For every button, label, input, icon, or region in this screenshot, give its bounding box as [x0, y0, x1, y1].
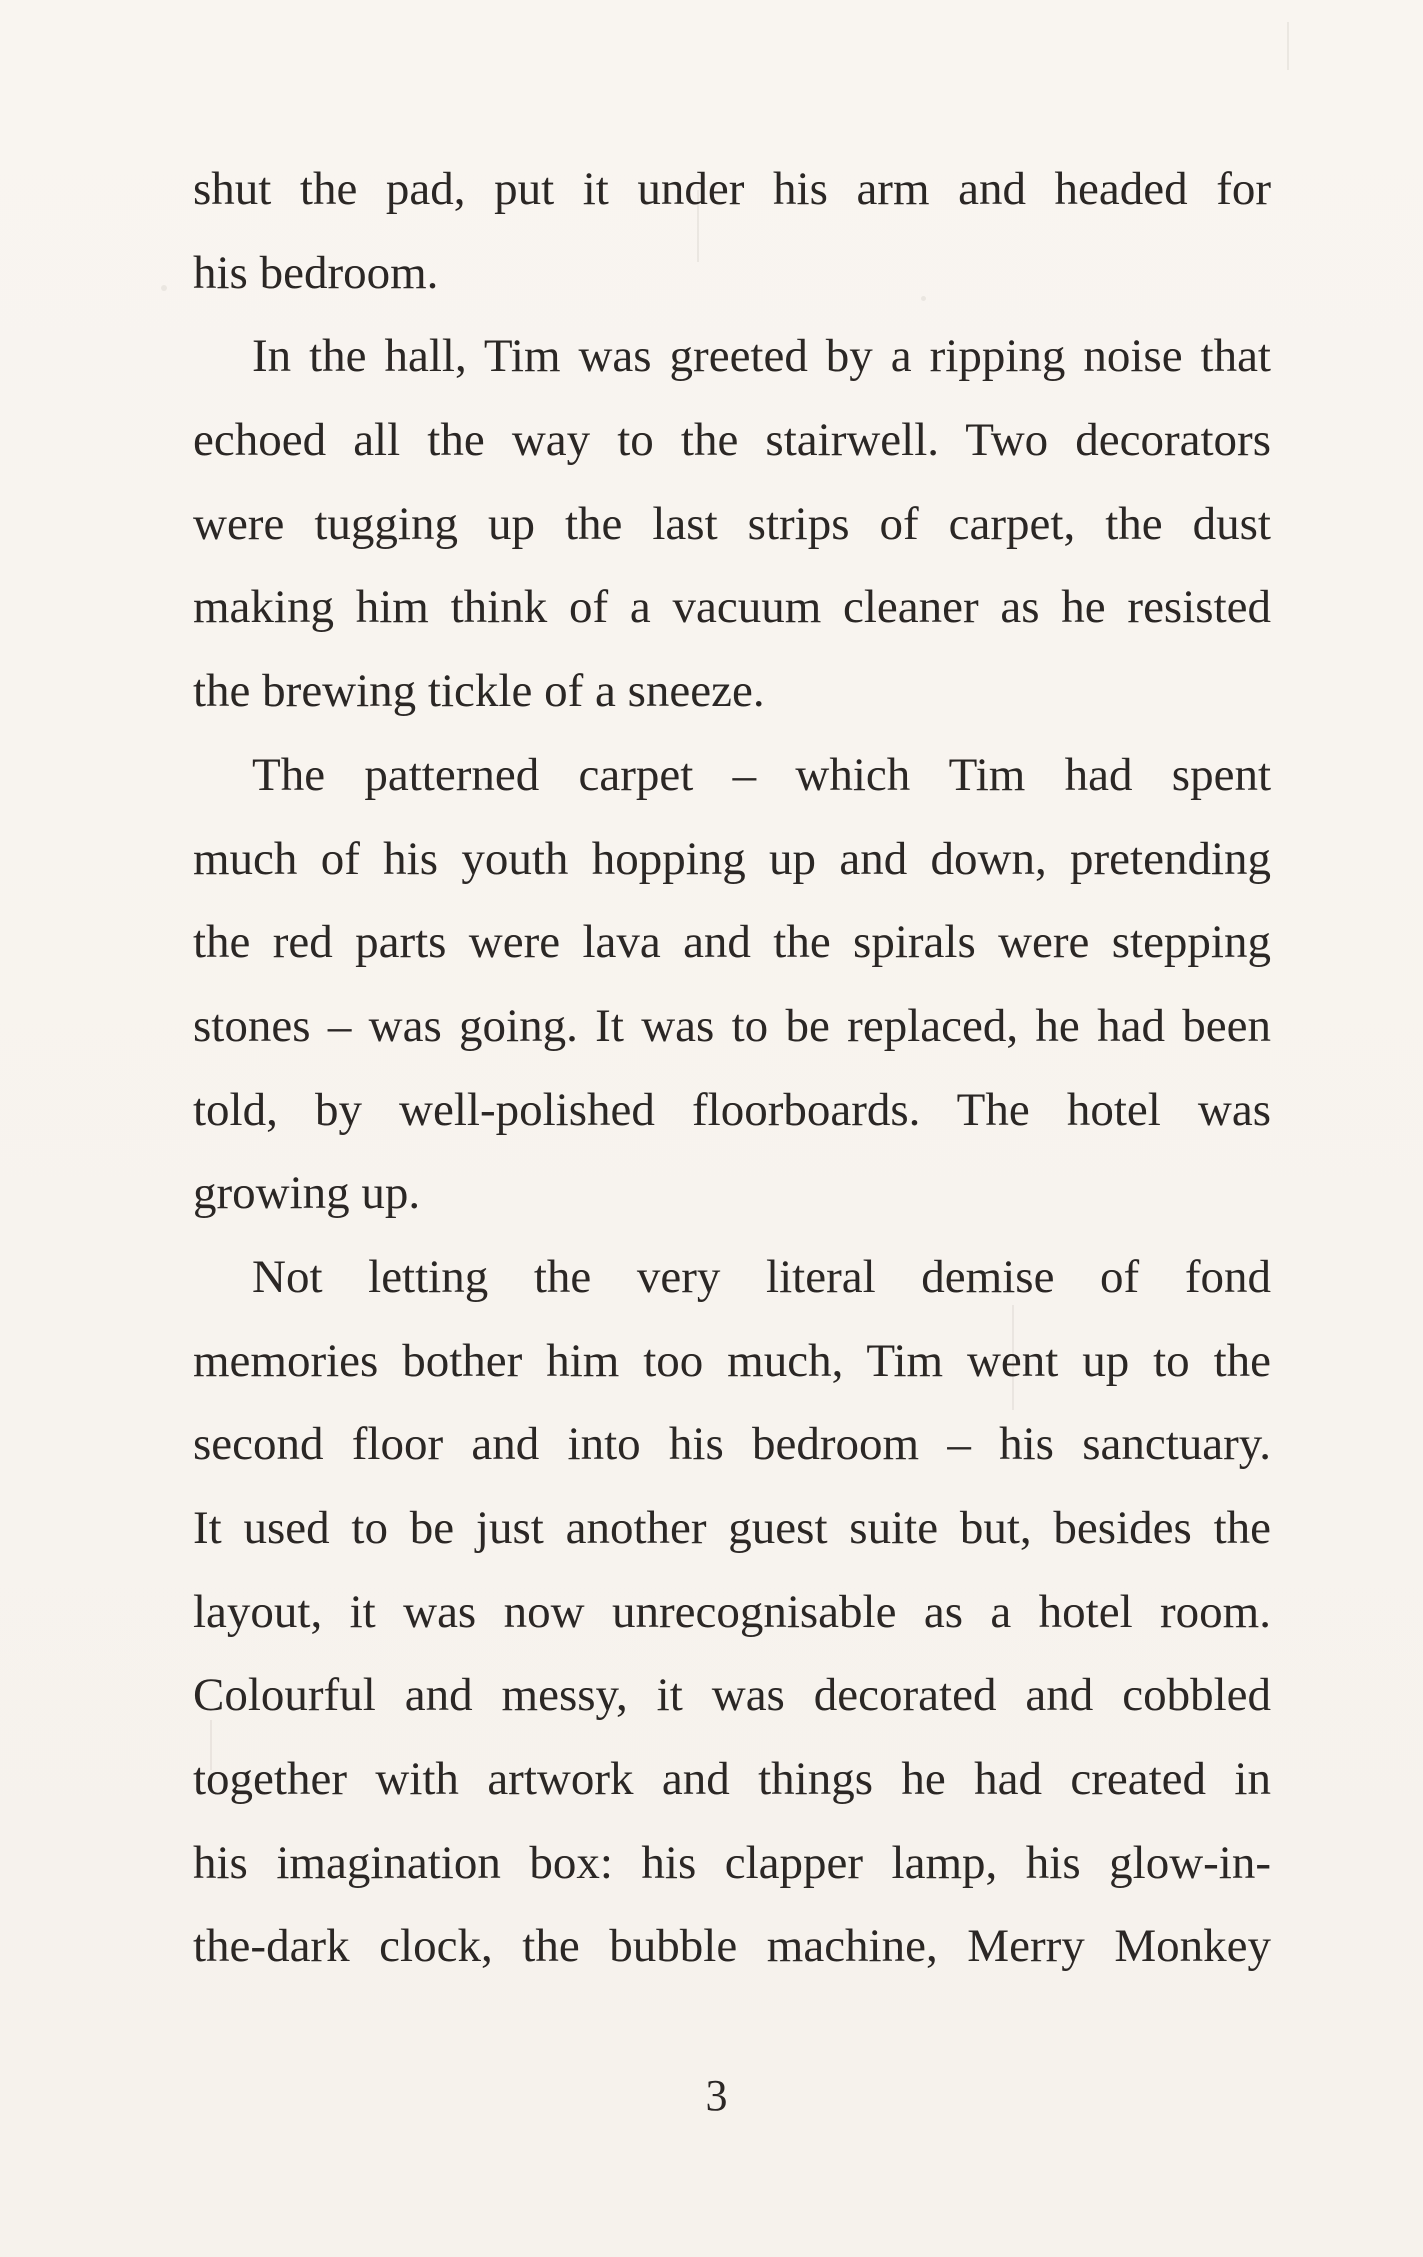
text-line: memories bother him too much, Tim went up to the [193, 1334, 1271, 1387]
text-line: the brewing tickle of a sneeze. [193, 665, 765, 718]
page-number: 3 [705, 2071, 728, 2120]
text-line: It used to be just another guest suite but, besides the [193, 1502, 1271, 1554]
text-line: echoed all the way to the stairwell. Two decorators [193, 414, 1271, 467]
text-line: growing up. [193, 1167, 421, 1220]
scan-mark [161, 285, 167, 291]
text-line: the-dark clock, the bubble machine, Merry Monkey [193, 1920, 1271, 1973]
scan-mark [1287, 22, 1289, 70]
text-line: shut the pad, put it under his arm and headed for [193, 163, 1271, 215]
text-line: making him think of a vacuum cleaner as he resisted [193, 581, 1271, 634]
text-line: second floor and into his bedroom – his sanctuary. [193, 1418, 1271, 1471]
text-line: The patterned carpet – which Tim had spent [252, 748, 1271, 801]
text-line: the red parts were lava and the spirals were stepping [193, 916, 1271, 969]
text-line: together with artwork and things he had created in [193, 1753, 1271, 1806]
text-line: his imagination box: his clapper lamp, his glow-in- [193, 1836, 1271, 1889]
text-line: layout, it was now unrecognisable as a hotel room. [193, 1585, 1271, 1638]
text-line: much of his youth hopping up and down, pretending [193, 832, 1271, 885]
text-line: Not letting the very literal demise of fond [252, 1250, 1271, 1303]
text-line: Colourful and messy, it was decorated and cobbled [193, 1669, 1271, 1722]
text-line: his bedroom. [193, 246, 439, 299]
body-text [193, 148, 1271, 1989]
text-line: In the hall, Tim was greeted by a ripping noise that [252, 330, 1271, 383]
text-line: stones – was going. It was to be replaced, he had been [193, 999, 1271, 1052]
text-line: told, by well-polished floorboards. The hotel was [193, 1083, 1271, 1136]
text-line: were tugging up the last strips of carpet, the dust [193, 497, 1271, 550]
